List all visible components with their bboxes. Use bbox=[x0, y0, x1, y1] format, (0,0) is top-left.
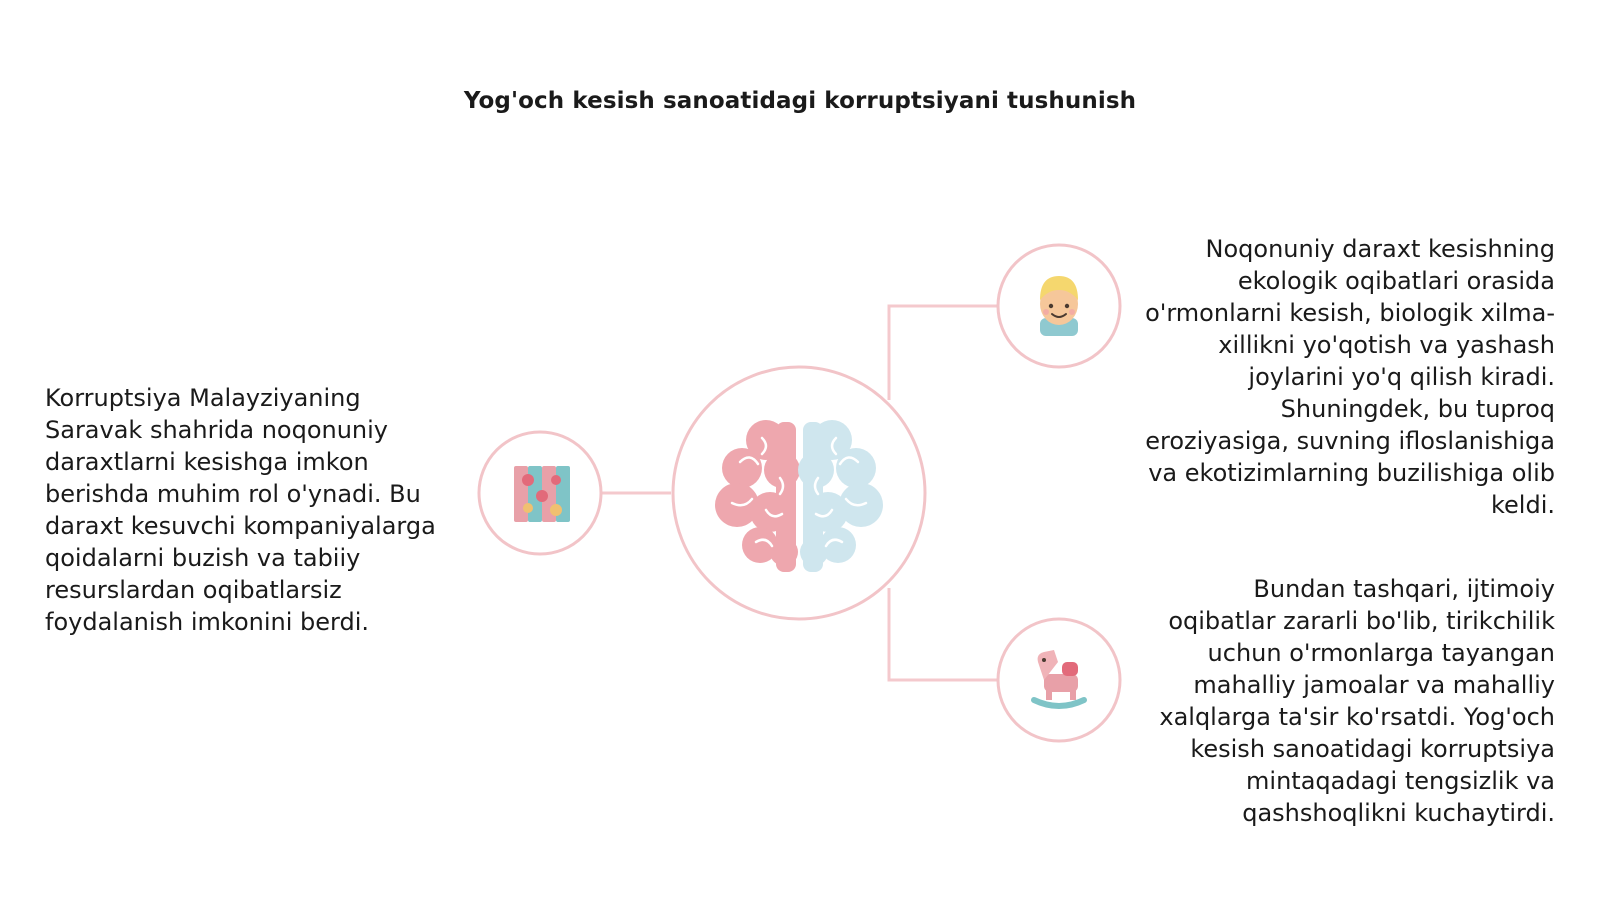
connector-bottom-right bbox=[889, 588, 998, 680]
child-face-icon bbox=[1040, 276, 1078, 336]
top-right-node-text: Noqonuniy daraxt kesishning ekologik oqibatlari orasida o'rmonlarni kesish, biologik xilma-xillikni yo'qotish va yashash joylarini yo'q qilish kiradi. Shuningdek, bu tuproq eroziyasiga, suvning ifloslanishiga va ekotizimlarning buzilishiga olib keldi. bbox=[1145, 235, 1555, 519]
connector-top-right bbox=[889, 306, 998, 400]
left-node bbox=[479, 432, 601, 554]
center-node bbox=[673, 367, 925, 619]
bottom-right-node-text: Bundan tashqari, ijtimoiy oqibatlar zararli bo'lib, tirikchilik uchun o'rmonlarga tayangan mahalliy jamoalar va mahalliy xalqlarga ta'sir ko'rsatdi. Yog'och kesish sanoatidagi korruptsiya mintaqadagi tengsizlik va qashshoqlikni kuchaytirdi. bbox=[1159, 575, 1555, 827]
diagram-title: Yog'och kesish sanoatidagi korruptsiyani tushunish bbox=[463, 88, 1137, 114]
bottom-right-node bbox=[998, 619, 1120, 741]
puzzle-pieces-icon bbox=[514, 466, 570, 522]
left-node-text: Korruptsiya Malayziyaning Saravak shahrida noqonuniy daraxtlarni kesishga imkon berishda muhim rol o'ynadi. Bu daraxt kesuvchi kompaniyalarga qoidalarni buzish va tabiiy resurslardan oqibatlarsiz foydalanish imkonini berdi. bbox=[45, 384, 436, 636]
top-right-node bbox=[998, 245, 1120, 367]
